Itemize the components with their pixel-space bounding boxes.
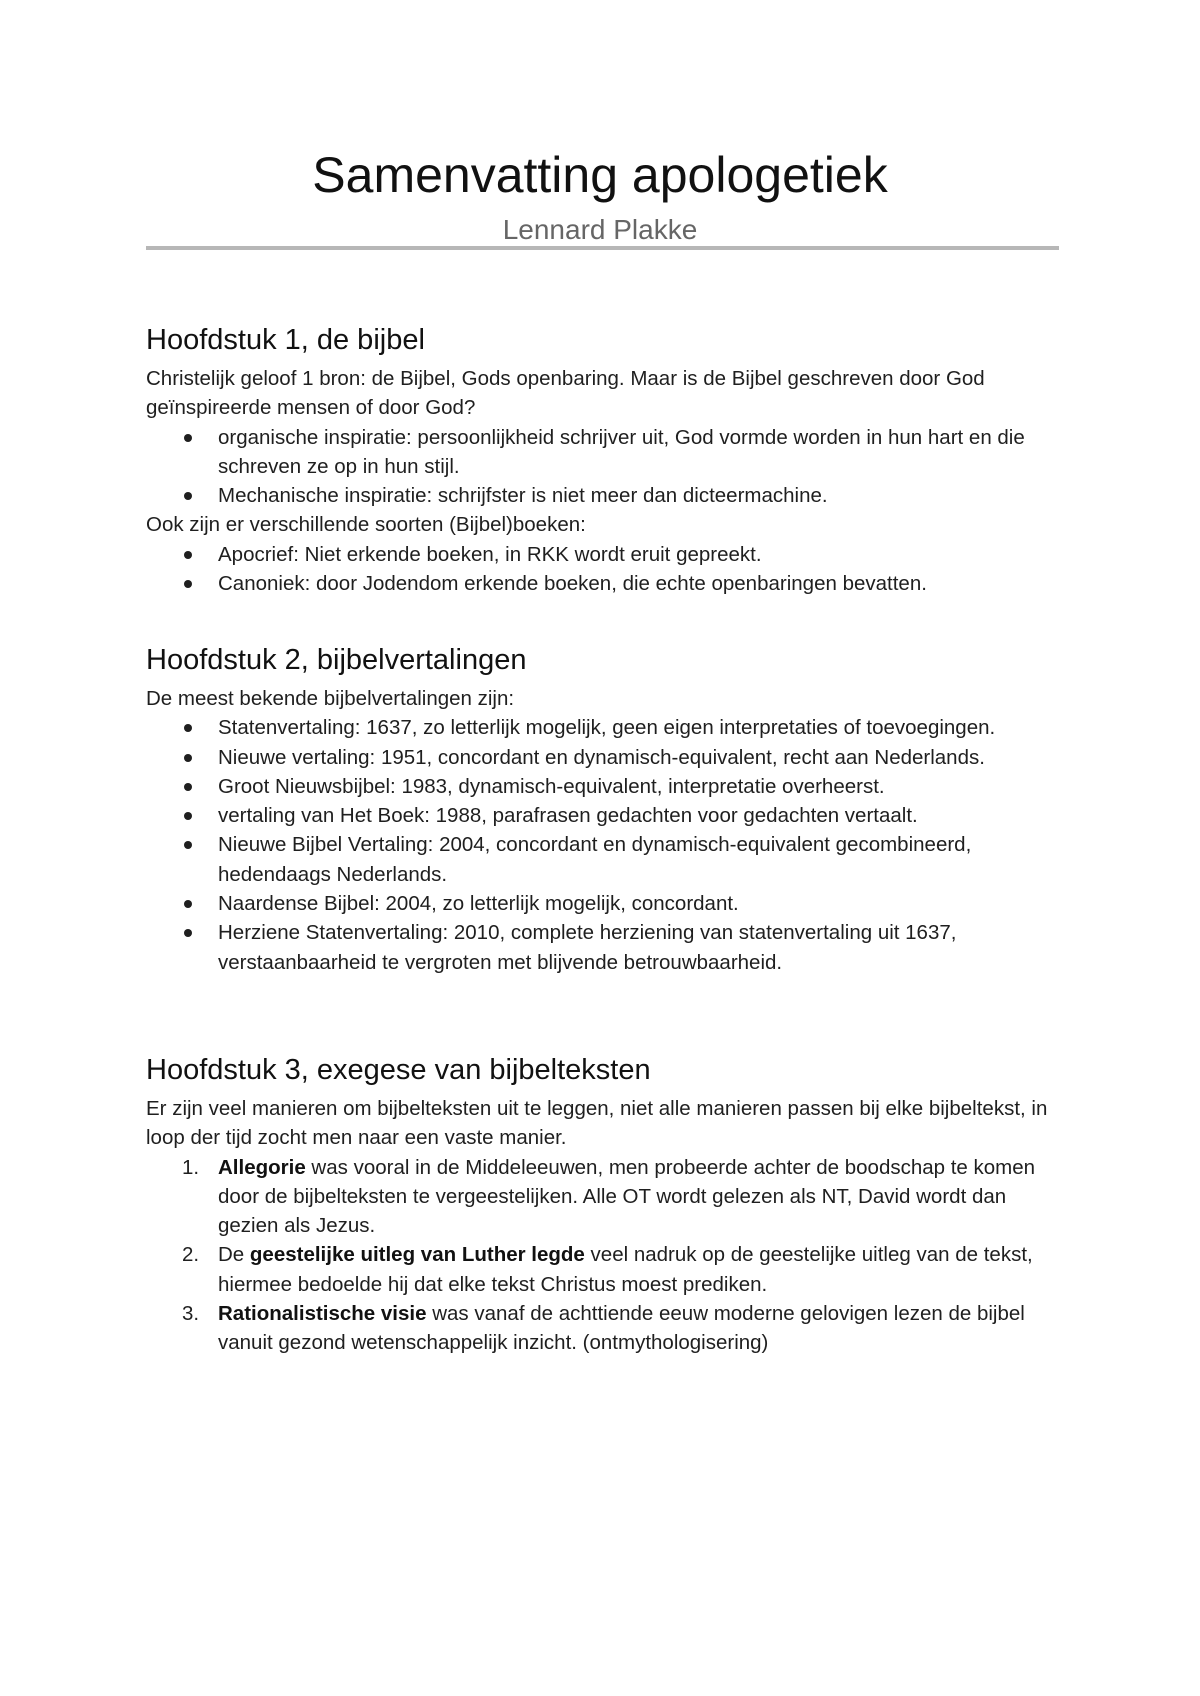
bullet-list: [146, 713, 1071, 977]
list-number: 2.: [182, 1243, 200, 1267]
item-bold-term: geestelijke uitleg van Luther legde: [249, 1243, 585, 1267]
list-item: Canoniek: door Jodendom erkende boeken, die echte openbaringen bevatten.: [146, 569, 1071, 598]
paragraph: Christelijk geloof 1 bron: de Bijbel, Gods openbaring. Maar is de Bijbel geschreven door God geïnspireerde mensen of door God?: [146, 367, 985, 420]
item-text: De: [218, 1243, 250, 1267]
numbered-list: [146, 1153, 1071, 1358]
document-author: Lennard Plakke: [502, 214, 698, 245]
list-item: Nieuwe Bijbel Vertaling: 2004, concordant en dynamisch-equivalent gecombineerd, hedendaags Nederlands.: [146, 830, 1071, 889]
section-heading: Hoofdstuk 2, bijbelvertalingen: [146, 644, 527, 676]
document-title: Samenvatting apologetiek: [312, 147, 888, 203]
list-item: Nieuwe vertaling: 1951, concordant en dynamisch-equivalent, recht aan Nederlands.: [146, 743, 1071, 772]
list-item: Apocrief: Niet erkende boeken, in RKK wordt eruit gepreekt.: [146, 540, 1071, 569]
section-heading: Hoofdstuk 3, exegese van bijbelteksten: [146, 1054, 651, 1086]
item-bold-term: Rationalistische visie: [218, 1302, 427, 1326]
list-item: [146, 1240, 1071, 1299]
paragraph: Er zijn veel manieren om bijbelteksten uit te leggen, niet alle manieren passen bij elke bijbeltekst, in loop der tijd zocht men naar een vaste manier.: [146, 1097, 1048, 1150]
section-1: [146, 320, 1071, 598]
bullet-list: [146, 540, 1071, 599]
list-number: 3.: [182, 1302, 200, 1326]
list-item: Groot Nieuwsbijbel: 1983, dynamisch-equivalent, interpretatie overheerst.: [146, 772, 1071, 801]
item-bold-term: Allegorie: [218, 1155, 306, 1179]
list-item: Naardense Bijbel: 2004, zo letterlijk mogelijk, concordant.: [146, 889, 1071, 918]
list-item: Herziene Statenvertaling: 2010, complete herziening van statenvertaling uit 1637, verstaanbaarheid te vergroten met blijvende betrouwbaarheid.: [146, 918, 1071, 977]
list-item: [146, 1153, 1071, 1241]
list-item: Mechanische inspiratie: schrijfster is niet meer dan dicteermachine.: [146, 481, 1071, 510]
list-item: vertaling van Het Boek: 1988, parafrasen gedachten voor gedachten vertaalt.: [146, 801, 1071, 830]
list-item: Statenvertaling: 1637, zo letterlijk mogelijk, geen eigen interpretaties of toevoegingen.: [146, 713, 1071, 742]
section-heading: Hoofdstuk 1, de bijbel: [146, 324, 425, 356]
item-text: was vanaf de achttiende eeuw moderne gelovigen lezen de bijbel vanuit gezond wetenschappelijk inzicht. (ontmythologisering): [218, 1302, 1025, 1355]
item-text: was vooral in de Middeleeuwen, men probeerde achter de boodschap te komen door de bijbelteksten te vergeestelijken. Alle OT wordt gelezen als NT, David wordt dan gezien als Jezus.: [218, 1155, 1036, 1238]
list-number: 1.: [182, 1155, 200, 1179]
paragraph: De meest bekende bijbelvertalingen zijn:: [146, 687, 515, 710]
bullet-list: [146, 423, 1071, 511]
list-item: organische inspiratie: persoonlijkheid schrijver uit, God vormde worden in hun hart en die schreven ze op in hun stijl.: [146, 423, 1071, 482]
list-item: [146, 1299, 1071, 1358]
section-2: [146, 640, 1071, 977]
paragraph: Ook zijn er verschillende soorten (Bijbel)boeken:: [146, 513, 586, 537]
title-divider: [146, 246, 1059, 250]
section-3: [146, 1050, 1071, 1358]
item-text: veel nadruk op de geestelijke uitleg van de tekst, hiermee bedoelde hij dat elke tekst Christus moest prediken.: [218, 1243, 1033, 1296]
